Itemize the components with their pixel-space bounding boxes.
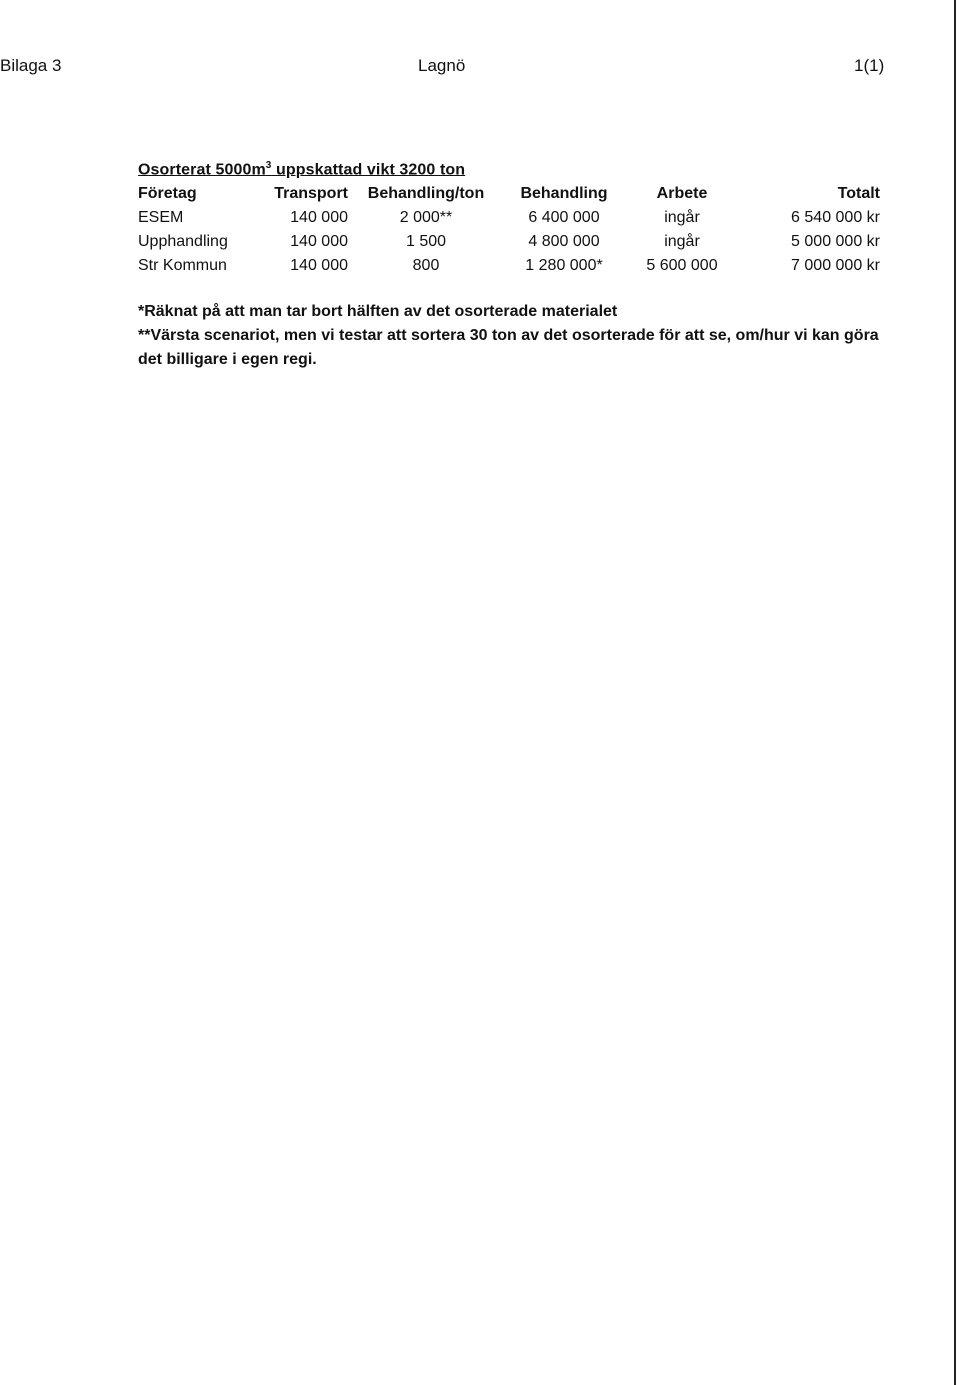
table-cell: ingår [664,233,700,250]
page-number: 1(1) [854,56,885,75]
table-row [134,230,884,254]
footnote-single-asterisk: *Räknat på att man tar bort hälften av det osorterade materialet [138,303,618,320]
table-cell: 800 [412,257,440,274]
table-cell: 4 800 000 [528,233,600,250]
table-row [134,254,884,278]
table-cell: Str Kommun [138,257,227,274]
column-header-treatment-per-ton: Behandling/ton [367,185,485,202]
table-cell: 1 280 000* [525,257,603,274]
table-cell: ESEM [138,209,184,226]
column-header-total: Totalt [837,185,880,202]
table-header-row [134,182,884,206]
section-title-superscript: 3 [265,160,272,171]
cost-table [134,182,884,278]
column-header-work: Arbete [656,185,708,202]
table-cell: 5 000 000 kr [791,233,880,250]
column-header-company: Företag [138,185,197,202]
column-header-treatment: Behandling [520,185,608,202]
table-cell: Upphandling [138,233,228,250]
section-title-suffix: uppskattad vikt 3200 ton [271,161,466,179]
footnotes [138,300,898,372]
table-cell: 140 000 [290,233,348,250]
table-cell: 140 000 [290,209,348,226]
table-cell: 7 000 000 kr [791,257,880,274]
table-cell: 140 000 [290,257,348,274]
attachment-label: Bilaga 3 [0,56,62,75]
table-cell: ingår [664,209,700,226]
table-cell: 1 500 [405,233,447,250]
section-title-prefix: Osorterat 5000m [138,161,266,179]
table-cell: 5 600 000 [646,257,718,274]
section-title [138,160,465,179]
column-header-transport: Transport [274,185,348,202]
scan-edge-line [954,0,956,1385]
table-cell: 6 400 000 [528,209,600,226]
footnote-double-asterisk: **Värsta scenariot, men vi testar att sortera 30 ton av det osorterade för att se, om/hur vi kan göra det billigare i egen regi. [138,327,879,368]
table-cell: 6 540 000 kr [791,209,880,226]
table-row [134,206,884,230]
table-cell: 2 000** [399,209,453,226]
page-title: Lagnö [418,56,466,75]
